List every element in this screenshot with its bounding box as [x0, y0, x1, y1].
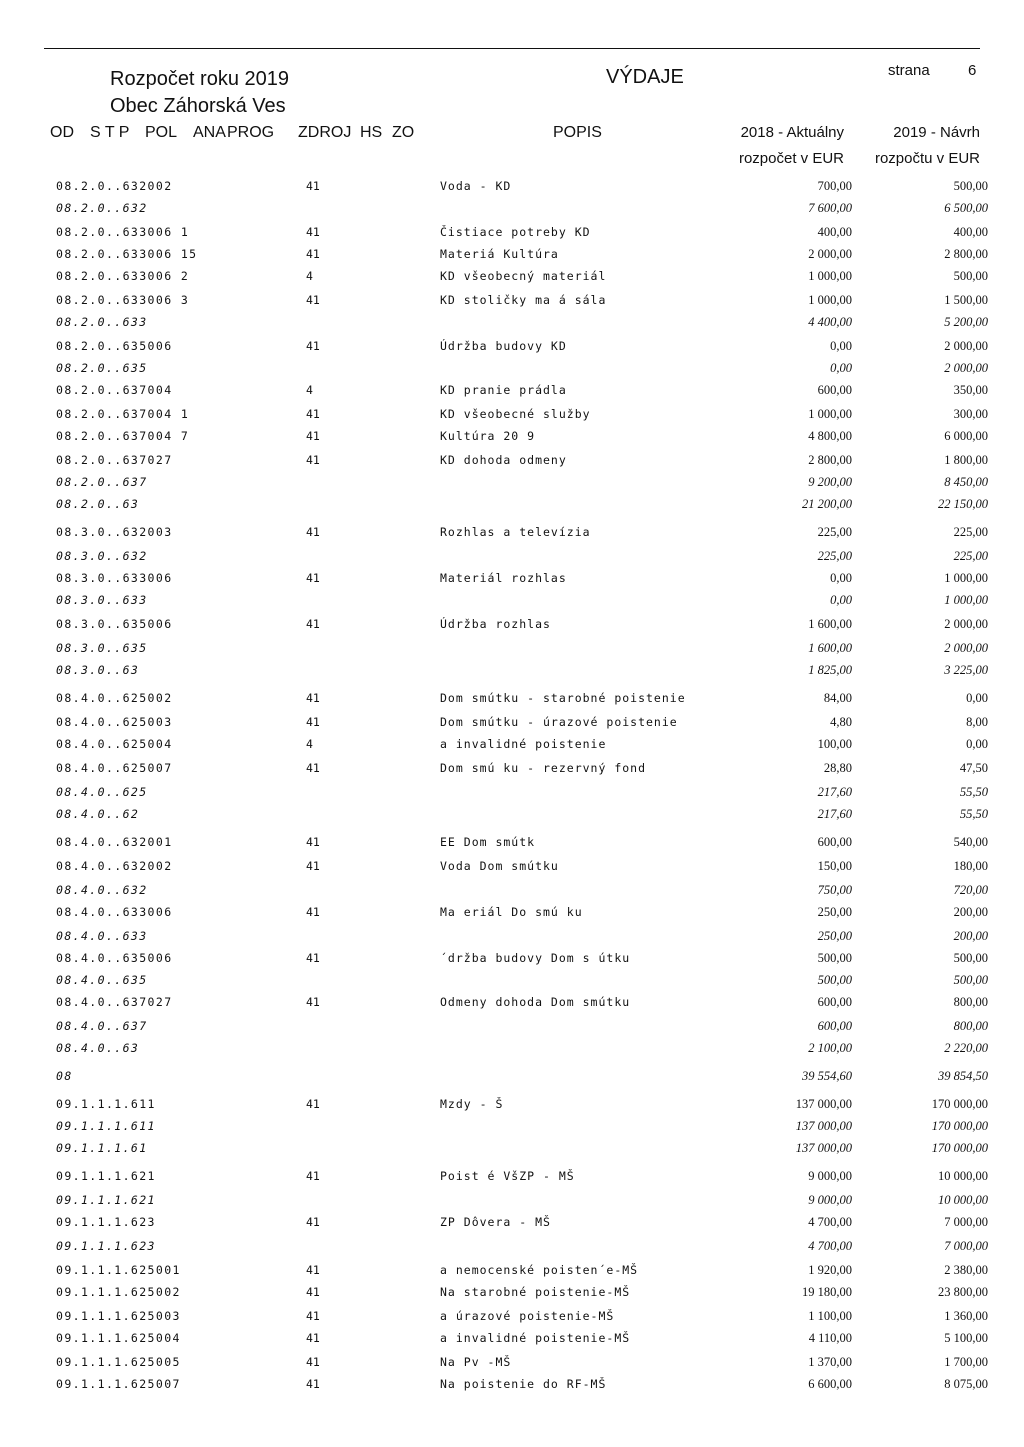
budget-code: 08.2.0..633006 15 [56, 247, 198, 261]
budget-2018-value: 1 600,00 [808, 641, 852, 655]
column-header-stp: S T P [90, 124, 130, 141]
budget-2019-value: 7 000,00 [944, 1215, 988, 1229]
item-description: Dom smú ku - rezervný fond [440, 761, 647, 775]
budget-2019-value: 0,00 [966, 691, 988, 705]
subtotal-row [0, 804, 1024, 824]
budget-code: 08.4.0..635 [56, 973, 148, 987]
budget-2018-value: 2 100,00 [808, 1041, 852, 1055]
subtotal-row [0, 660, 1024, 680]
budget-2019-value: 6 500,00 [944, 201, 988, 215]
table-row [0, 222, 1024, 242]
column-header-prog: PROG [227, 124, 275, 141]
budget-2018-value: 250,00 [817, 929, 852, 943]
budget-2018-value: 9 200,00 [808, 475, 852, 489]
budget-2018-value: 4,80 [830, 715, 852, 729]
column-header-2018-line1: 2018 - Aktuálny [740, 124, 844, 141]
budget-2018-value: 84,00 [823, 691, 852, 705]
budget-2019-value: 2 800,00 [944, 247, 988, 261]
budget-code: 09.1.1.1.61 [56, 1141, 148, 1155]
funding-source: 41 [306, 179, 320, 193]
subtotal-row [0, 358, 1024, 378]
item-description: KD stoličky ma á sála [440, 293, 607, 307]
budget-2019-value: 500,00 [953, 973, 988, 987]
table-row [0, 992, 1024, 1012]
table-row [0, 902, 1024, 922]
funding-source: 4 [306, 383, 313, 397]
funding-source: 41 [306, 571, 320, 585]
budget-2018-value: 500,00 [817, 973, 852, 987]
budget-code: 08.2.0..633006 3 [56, 293, 190, 307]
budget-2019-value: 39 854,50 [938, 1069, 988, 1083]
budget-2018-value: 217,60 [817, 807, 852, 821]
item-description: a úrazové poistenie-MŠ [440, 1309, 615, 1323]
item-description: Materiá Kultúra [440, 247, 559, 261]
funding-source: 41 [306, 995, 320, 1009]
budget-2018-value: 2 800,00 [808, 453, 852, 467]
table-row [0, 1374, 1024, 1394]
section-title: VÝDAJE [606, 66, 684, 88]
item-description: KD všeobecný materiál [440, 269, 607, 283]
budget-2019-value: 2 000,00 [944, 641, 988, 655]
budget-code: 08.4.0..632 [56, 883, 148, 897]
budget-2018-value: 250,00 [817, 905, 852, 919]
subtotal-row [0, 472, 1024, 492]
budget-code: 08.4.0..632002 [56, 859, 173, 873]
budget-2019-value: 170 000,00 [931, 1141, 988, 1155]
item-description: Údržba budovy KD [440, 339, 567, 353]
budget-code: 08.3.0..63 [56, 663, 140, 677]
funding-source: 41 [306, 1355, 320, 1369]
item-description: Na poistenie do RF-MŠ [440, 1377, 607, 1391]
budget-2019-value: 5 100,00 [944, 1331, 988, 1345]
budget-code: 08.3.0..633 [56, 593, 148, 607]
funding-source: 41 [306, 1097, 320, 1111]
budget-2019-value: 2 000,00 [944, 339, 988, 353]
subtotal-row [0, 312, 1024, 332]
subtotal-row [0, 1066, 1024, 1086]
item-description: Na starobné poistenie-MŠ [440, 1285, 631, 1299]
item-description: a invalidné poistenie-MŠ [440, 1331, 631, 1345]
subtotal-row [0, 546, 1024, 566]
budget-2018-value: 21 200,00 [802, 497, 852, 511]
budget-2019-value: 7 000,00 [944, 1239, 988, 1253]
budget-2018-value: 19 180,00 [802, 1285, 852, 1299]
table-row [0, 522, 1024, 542]
budget-code: 08.3.0..632003 [56, 525, 173, 539]
budget-2019-value: 8,00 [966, 715, 988, 729]
table-row [0, 1352, 1024, 1372]
item-description: Voda - KD [440, 179, 512, 193]
budget-2018-value: 0,00 [830, 593, 852, 607]
funding-source: 41 [306, 293, 320, 307]
subtotal-row [0, 1038, 1024, 1058]
budget-2019-value: 350,00 [953, 383, 988, 397]
budget-2018-value: 1 000,00 [808, 269, 852, 283]
funding-source: 41 [306, 1169, 320, 1183]
table-row [0, 758, 1024, 778]
budget-2018-value: 9 000,00 [808, 1193, 852, 1207]
table-row [0, 568, 1024, 588]
budget-code: 08.2.0..637004 7 [56, 429, 190, 443]
table-row [0, 1328, 1024, 1348]
budget-code: 09.1.1.1.625007 [56, 1377, 181, 1391]
budget-2018-value: 39 554,60 [802, 1069, 852, 1083]
column-header-2019-line2: rozpočtu v EUR [874, 150, 980, 167]
table-row [0, 1282, 1024, 1302]
budget-code: 08.4.0..63 [56, 1041, 140, 1055]
item-description: Voda Dom smútku [440, 859, 559, 873]
budget-2019-value: 225,00 [953, 525, 988, 539]
budget-2018-value: 600,00 [817, 383, 852, 397]
funding-source: 41 [306, 1377, 320, 1391]
budget-code: 08.2.0..637027 [56, 453, 173, 467]
budget-code: 08.2.0..635 [56, 361, 148, 375]
budget-2018-value: 225,00 [817, 525, 852, 539]
funding-source: 41 [306, 429, 320, 443]
subtotal-row [0, 198, 1024, 218]
budget-2018-value: 700,00 [817, 179, 852, 193]
budget-2019-value: 400,00 [953, 225, 988, 239]
budget-2018-value: 100,00 [817, 737, 852, 751]
budget-2019-value: 200,00 [953, 905, 988, 919]
budget-2019-value: 1 700,00 [944, 1355, 988, 1369]
subtotal-row [0, 1116, 1024, 1136]
budget-2019-value: 8 075,00 [944, 1377, 988, 1391]
budget-2018-value: 4 800,00 [808, 429, 852, 443]
budget-2019-value: 1 360,00 [944, 1309, 988, 1323]
budget-2019-value: 2 220,00 [944, 1041, 988, 1055]
budget-2018-value: 137 000,00 [795, 1097, 852, 1111]
table-row [0, 244, 1024, 264]
budget-code: 08.2.0..635006 [56, 339, 173, 353]
funding-source: 41 [306, 525, 320, 539]
funding-source: 41 [306, 225, 320, 239]
funding-source: 41 [306, 715, 320, 729]
item-description: ´držba budovy Dom s útku [440, 951, 631, 965]
item-description: Kultúra 20 9 [440, 429, 536, 443]
budget-2019-value: 800,00 [953, 995, 988, 1009]
budget-code: 08.4.0..637027 [56, 995, 173, 1009]
table-row [0, 1166, 1024, 1186]
budget-2019-value: 800,00 [953, 1019, 988, 1033]
budget-code: 08.2.0..633006 1 [56, 225, 190, 239]
budget-2019-value: 5 200,00 [944, 315, 988, 329]
budget-2018-value: 1 100,00 [808, 1309, 852, 1323]
subtotal-row [0, 1138, 1024, 1158]
budget-2018-value: 1 370,00 [808, 1355, 852, 1369]
funding-source: 41 [306, 835, 320, 849]
budget-2019-value: 2 000,00 [944, 361, 988, 375]
item-description: Poist é VšZP - MŠ [440, 1169, 575, 1183]
funding-source: 41 [306, 951, 320, 965]
budget-code: 08.2.0..633 [56, 315, 148, 329]
budget-2019-value: 0,00 [966, 737, 988, 751]
item-description: KD dohoda odmeny [440, 453, 567, 467]
column-header-2018-line2: rozpočet v EUR [738, 150, 844, 167]
item-description: EE Dom smútk [440, 835, 536, 849]
item-description: a invalidné poistenie [440, 737, 607, 751]
budget-2019-value: 10 000,00 [938, 1169, 988, 1183]
budget-2019-value: 170 000,00 [931, 1119, 988, 1133]
budget-code: 08.2.0..63 [56, 497, 140, 511]
subtotal-row [0, 926, 1024, 946]
budget-2019-value: 180,00 [953, 859, 988, 873]
budget-code: 09.1.1.1.625002 [56, 1285, 181, 1299]
budget-code: 08.4.0..625002 [56, 691, 173, 705]
funding-source: 41 [306, 1309, 320, 1323]
budget-2018-value: 9 000,00 [808, 1169, 852, 1183]
budget-2019-value: 2 380,00 [944, 1263, 988, 1277]
table-row [0, 336, 1024, 356]
budget-2018-value: 137 000,00 [795, 1119, 852, 1133]
budget-2018-value: 1 920,00 [808, 1263, 852, 1277]
subtotal-row [0, 494, 1024, 514]
budget-2019-value: 10 000,00 [938, 1193, 988, 1207]
budget-code: 08.2.0..632 [56, 201, 148, 215]
budget-code: 09.1.1.1.621 [56, 1169, 156, 1183]
item-description: ZP Dôvera - MŠ [440, 1215, 551, 1229]
table-row [0, 712, 1024, 732]
table-row [0, 1306, 1024, 1326]
column-header-zdroj: ZDROJ [298, 124, 352, 141]
funding-source: 41 [306, 453, 320, 467]
budget-2018-value: 4 400,00 [808, 315, 852, 329]
subtotal-row [0, 880, 1024, 900]
funding-source: 41 [306, 339, 320, 353]
subtotal-row [0, 638, 1024, 658]
budget-code: 08.4.0..633 [56, 929, 148, 943]
budget-2019-value: 8 450,00 [944, 475, 988, 489]
budget-code: 08.4.0..625 [56, 785, 148, 799]
funding-source: 41 [306, 691, 320, 705]
item-description: Rozhlas a televízia [440, 525, 591, 539]
budget-code: 09.1.1.1.623 [56, 1215, 156, 1229]
table-row [0, 176, 1024, 196]
budget-2018-value: 28,80 [823, 761, 852, 775]
table-row [0, 688, 1024, 708]
funding-source: 41 [306, 905, 320, 919]
subtotal-row [0, 1236, 1024, 1256]
item-description: Čistiace potreby KD [440, 225, 591, 239]
table-row [0, 450, 1024, 470]
budget-2019-value: 47,50 [959, 761, 988, 775]
budget-2019-value: 2 000,00 [944, 617, 988, 631]
budget-2018-value: 4 110,00 [808, 1331, 852, 1345]
budget-2018-value: 7 600,00 [808, 201, 852, 215]
table-row [0, 734, 1024, 754]
budget-code: 09.1.1.1.623 [56, 1239, 156, 1253]
item-description: Dom smútku - starobné poistenie [440, 691, 686, 705]
funding-source: 41 [306, 617, 320, 631]
funding-source: 41 [306, 859, 320, 873]
subtotal-row [0, 1016, 1024, 1036]
budget-code: 08.3.0..633006 [56, 571, 173, 585]
budget-2018-value: 4 700,00 [808, 1239, 852, 1253]
column-header-zo: ZO [392, 124, 415, 141]
budget-2018-value: 600,00 [817, 1019, 852, 1033]
budget-2018-value: 1 825,00 [808, 663, 852, 677]
item-description: Dom smútku - úrazové poistenie [440, 715, 678, 729]
budget-2019-value: 55,50 [959, 785, 988, 799]
funding-source: 41 [306, 1285, 320, 1299]
table-row [0, 380, 1024, 400]
budget-2019-value: 200,00 [953, 929, 988, 943]
table-row [0, 266, 1024, 286]
funding-source: 4 [306, 737, 313, 751]
budget-2019-value: 170 000,00 [931, 1097, 988, 1111]
budget-2019-value: 300,00 [953, 407, 988, 421]
budget-code: 09.1.1.1.625003 [56, 1309, 181, 1323]
funding-source: 41 [306, 407, 320, 421]
budget-code: 08.4.0..632001 [56, 835, 173, 849]
table-row [0, 832, 1024, 852]
budget-code: 08.4.0..625007 [56, 761, 173, 775]
column-header-popis: POPIS [553, 124, 602, 141]
budget-2019-value: 225,00 [953, 549, 988, 563]
table-row [0, 856, 1024, 876]
budget-2018-value: 0,00 [830, 361, 852, 375]
budget-2019-value: 55,50 [959, 807, 988, 821]
budget-2018-value: 0,00 [830, 571, 852, 585]
budget-2019-value: 500,00 [953, 951, 988, 965]
budget-2018-value: 0,00 [830, 339, 852, 353]
funding-source: 41 [306, 1331, 320, 1345]
budget-2018-value: 400,00 [817, 225, 852, 239]
table-row [0, 290, 1024, 310]
budget-code: 09.1.1.1.625001 [56, 1263, 181, 1277]
budget-code: 08.3.0..632 [56, 549, 148, 563]
budget-code: 08.2.0..632002 [56, 179, 173, 193]
item-description: Na Pv -MŠ [440, 1355, 512, 1369]
item-description: Odmeny dohoda Dom smútku [440, 995, 631, 1009]
budget-2019-value: 22 150,00 [938, 497, 988, 511]
budget-2019-value: 1 500,00 [944, 293, 988, 307]
budget-2018-value: 4 700,00 [808, 1215, 852, 1229]
budget-2018-value: 6 600,00 [808, 1377, 852, 1391]
budget-2018-value: 1 000,00 [808, 407, 852, 421]
budget-2018-value: 1 600,00 [808, 617, 852, 631]
budget-code: 08.2.0..637 [56, 475, 148, 489]
column-header-pol: POL [145, 124, 178, 141]
budget-code: 09.1.1.1.611 [56, 1119, 156, 1133]
subtotal-row [0, 590, 1024, 610]
item-description: KD všeobecné služby [440, 407, 591, 421]
budget-2018-value: 750,00 [817, 883, 852, 897]
budget-2018-value: 500,00 [817, 951, 852, 965]
budget-2018-value: 137 000,00 [795, 1141, 852, 1155]
budget-code: 08 [56, 1069, 73, 1083]
budget-code: 09.1.1.1.625005 [56, 1355, 181, 1369]
table-row [0, 948, 1024, 968]
budget-2019-value: 500,00 [953, 179, 988, 193]
subtotal-row [0, 970, 1024, 990]
page-label: strana [888, 62, 930, 79]
budget-code: 08.4.0..633006 [56, 905, 173, 919]
municipality-name: Obec Záhorská Ves [110, 95, 286, 117]
document-title: Rozpočet roku 2019 [110, 68, 290, 90]
subtotal-row [0, 782, 1024, 802]
budget-code: 08.4.0..635006 [56, 951, 173, 965]
table-row [0, 404, 1024, 424]
funding-source: 4 [306, 269, 313, 283]
column-header-hs: HS [360, 124, 383, 141]
budget-code: 08.4.0..637 [56, 1019, 148, 1033]
table-row [0, 426, 1024, 446]
funding-source: 41 [306, 247, 320, 261]
item-description: Mzdy - Š [440, 1097, 504, 1111]
item-description: Materiál rozhlas [440, 571, 567, 585]
table-row [0, 1094, 1024, 1114]
page-number: 6 [968, 62, 977, 79]
budget-code: 08.2.0..637004 1 [56, 407, 190, 421]
budget-code: 08.2.0..633006 2 [56, 269, 190, 283]
column-header-ana: ANA [193, 124, 226, 141]
budget-2019-value: 1 000,00 [944, 571, 988, 585]
budget-2019-value: 1 000,00 [944, 593, 988, 607]
budget-2019-value: 540,00 [953, 835, 988, 849]
budget-2018-value: 600,00 [817, 835, 852, 849]
funding-source: 41 [306, 1263, 320, 1277]
budget-2019-value: 3 225,00 [944, 663, 988, 677]
budget-code: 09.1.1.1.611 [56, 1097, 156, 1111]
subtotal-row [0, 1190, 1024, 1210]
budget-2018-value: 600,00 [817, 995, 852, 1009]
budget-2018-value: 1 000,00 [808, 293, 852, 307]
column-header-2019-line1: 2019 - Návrh [893, 124, 980, 141]
column-header-od: OD [50, 124, 74, 141]
budget-code: 08.3.0..635 [56, 641, 148, 655]
budget-code: 08.4.0..625003 [56, 715, 173, 729]
budget-2018-value: 225,00 [817, 549, 852, 563]
budget-code: 09.1.1.1.621 [56, 1193, 156, 1207]
budget-code: 08.3.0..635006 [56, 617, 173, 631]
budget-2019-value: 500,00 [953, 269, 988, 283]
budget-2018-value: 2 000,00 [808, 247, 852, 261]
funding-source: 41 [306, 1215, 320, 1229]
budget-2019-value: 720,00 [953, 883, 988, 897]
budget-2019-value: 1 800,00 [944, 453, 988, 467]
budget-2018-value: 217,60 [817, 785, 852, 799]
item-description: a nemocenské poisten´e-MŠ [440, 1263, 639, 1277]
budget-2019-value: 23 800,00 [938, 1285, 988, 1299]
table-row [0, 614, 1024, 634]
budget-2018-value: 150,00 [817, 859, 852, 873]
budget-code: 08.4.0..62 [56, 807, 140, 821]
funding-source: 41 [306, 761, 320, 775]
budget-2019-value: 6 000,00 [944, 429, 988, 443]
budget-code: 09.1.1.1.625004 [56, 1331, 181, 1345]
table-row [0, 1260, 1024, 1280]
item-description: Ma eriál Do smú ku [440, 905, 583, 919]
item-description: KD pranie prádla [440, 383, 567, 397]
budget-code: 08.2.0..637004 [56, 383, 173, 397]
item-description: Údržba rozhlas [440, 617, 551, 631]
budget-code: 08.4.0..625004 [56, 737, 173, 751]
table-row [0, 1212, 1024, 1232]
